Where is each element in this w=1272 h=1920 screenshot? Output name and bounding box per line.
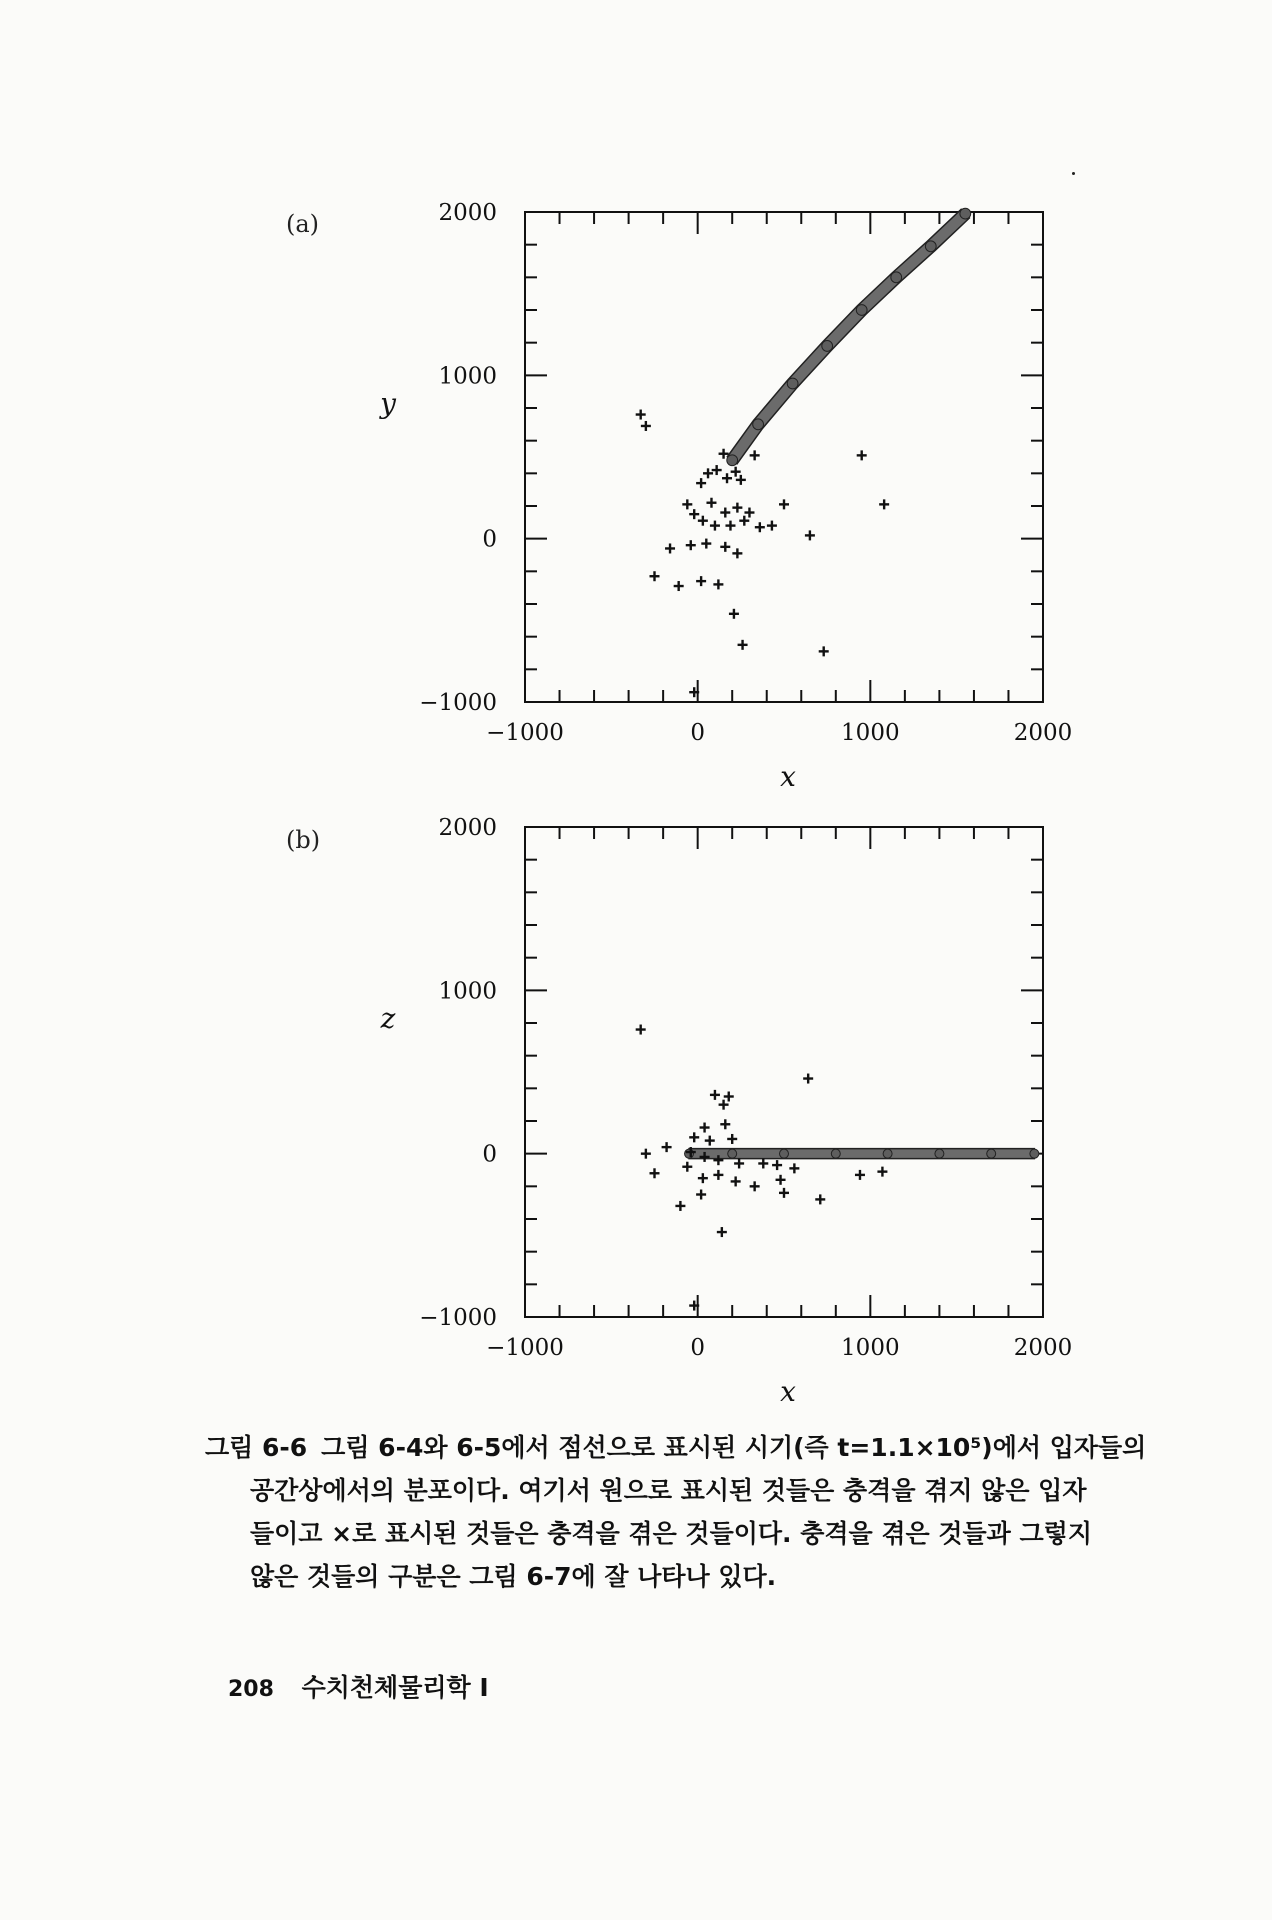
y-tick-label: 0 <box>482 526 497 553</box>
cross-marker <box>734 1158 744 1168</box>
cross-marker <box>650 1168 660 1178</box>
band-point <box>831 1149 840 1158</box>
cross-marker <box>776 1175 786 1185</box>
band-point <box>728 1149 737 1158</box>
y-tick-label: −1000 <box>419 690 497 716</box>
cross-marker <box>877 1167 887 1177</box>
cross-marker <box>719 1100 729 1110</box>
cross-marker <box>700 1123 710 1133</box>
book-title: 수치천체물리학 Ⅰ <box>301 1673 489 1702</box>
x-tick-label: −1000 <box>486 1335 564 1361</box>
y-tick-label: 2000 <box>438 815 497 841</box>
cross-marker <box>696 1190 706 1200</box>
y-tick-label: 1000 <box>438 363 497 390</box>
band-point <box>685 1149 694 1158</box>
x-tick-label: 0 <box>690 1335 705 1361</box>
cross-marker <box>758 1158 768 1168</box>
cross-marker <box>772 1160 782 1170</box>
cross-marker <box>713 1170 723 1180</box>
band-point <box>1030 1149 1039 1158</box>
band-point <box>935 1149 944 1158</box>
x-tick-label: 0 <box>690 720 705 746</box>
panel-b-label: (b) <box>286 826 321 854</box>
figure-caption <box>205 1426 1155 1598</box>
caption-line-3: 들이고 ×로 표시된 것들은 충격을 겪은 것들이다. 충격을 겪은 것들과 그렇지 <box>250 1519 1092 1548</box>
page-number: 208 <box>228 1677 274 1702</box>
page-footer <box>228 1668 489 1704</box>
cross-marker <box>682 1162 692 1172</box>
y-tick-label: 0 <box>482 1141 497 1168</box>
cross-marker <box>789 1163 799 1173</box>
x-tick-label: 2000 <box>1013 720 1073 746</box>
y-axis-label: y <box>380 386 396 420</box>
cross-marker <box>662 1142 672 1152</box>
band-point <box>780 1149 789 1158</box>
cross-marker <box>779 1188 789 1198</box>
cross-marker <box>750 1181 760 1191</box>
cross-marker <box>705 1136 715 1146</box>
x-tick-label: −1000 <box>486 720 564 746</box>
band-point <box>987 1149 996 1158</box>
cross-marker <box>698 1173 708 1183</box>
y-tick-label: 2000 <box>438 200 497 226</box>
band-point <box>883 1149 892 1158</box>
cross-marker <box>710 1090 720 1100</box>
plot-frame <box>525 827 1043 1317</box>
cross-marker <box>727 1134 737 1144</box>
figure-number: 그림 6-6 <box>205 1433 308 1462</box>
cross-marker <box>815 1194 825 1204</box>
caption-line-4: 않은 것들의 구분은 그림 6-7에 잘 나타나 있다. <box>250 1562 777 1591</box>
cross-marker <box>724 1092 734 1102</box>
cross-marker <box>675 1201 685 1211</box>
cross-marker <box>731 1176 741 1186</box>
cross-marker <box>641 1149 651 1159</box>
plot-1-group <box>380 815 1073 1408</box>
cross-marker <box>855 1170 865 1180</box>
y-tick-label: 1000 <box>438 978 497 1005</box>
cross-marker <box>720 1119 730 1129</box>
cross-marker <box>636 1025 646 1035</box>
y-tick-label: −1000 <box>419 1305 497 1331</box>
cross-marker <box>689 1132 699 1142</box>
x-axis-label: x <box>780 1375 796 1408</box>
x-tick-label: 2000 <box>1013 1335 1073 1361</box>
x-axis-label: x <box>780 760 796 793</box>
particle-band <box>689 1149 1034 1159</box>
caption-text-1: 그림 6-4와 6-5에서 점선으로 표시된 시기(즉 t=1.1×10⁵)에서 입자들의 <box>321 1433 1147 1462</box>
x-tick-label: 1000 <box>841 720 900 746</box>
cross-marker <box>717 1227 727 1237</box>
y-axis-label: z <box>380 1001 396 1035</box>
panel-a-label: (a) <box>286 210 320 238</box>
x-tick-label: 1000 <box>841 1335 900 1361</box>
caption-line-1 <box>205 1426 1155 1469</box>
cross-marker <box>803 1074 813 1084</box>
caption-line-2: 공간상에서의 분포이다. 여기서 원으로 표시된 것들은 충격을 겪지 않은 입자 <box>250 1476 1087 1505</box>
